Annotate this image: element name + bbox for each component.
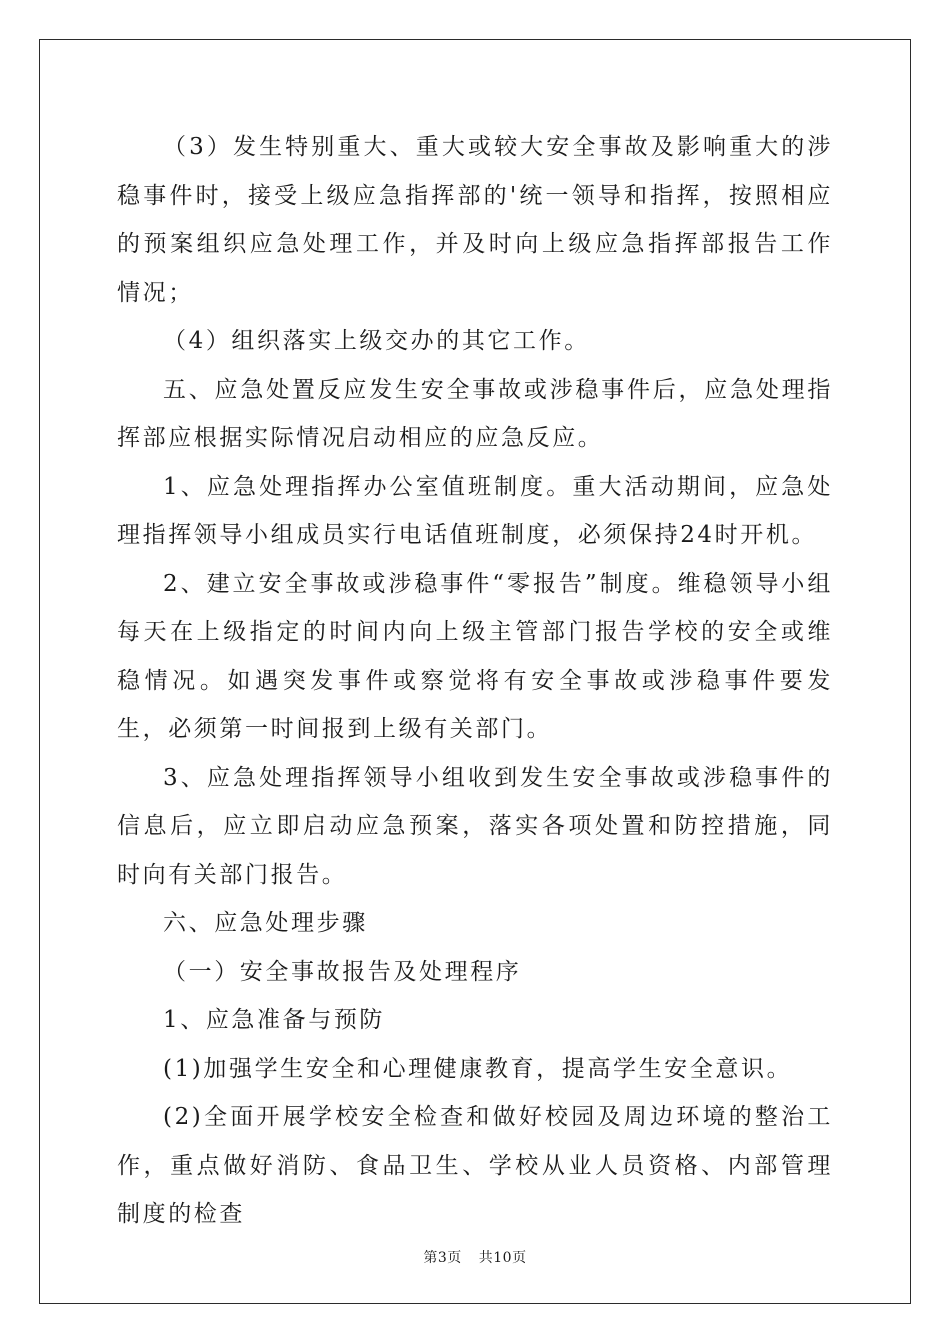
page-number: 第3页 bbox=[423, 1250, 462, 1266]
page-total: 共10页 bbox=[478, 1250, 527, 1266]
subsection-heading: （一）安全事故报告及处理程序 bbox=[163, 958, 522, 985]
page-footer bbox=[0, 1247, 950, 1267]
list-heading: 1、应急准备与预防 bbox=[163, 1007, 386, 1033]
paragraph: 3、应急处理指挥领导小组收到发生安全事故或涉稳事件的信息后，应立即启动应急预案，落实各项处置和防控措施，同时向有关部门报告。 bbox=[117, 764, 833, 888]
paragraph: 五、应急处置反应发生安全事故或涉稳事件后，应急处理指挥部应根据实际情况启动相应的应急反应。 bbox=[117, 376, 833, 451]
paragraph: （4）组织落实上级交办的其它工作。 bbox=[163, 328, 590, 354]
paragraph: 2、建立安全事故或涉稳事件“零报告”制度。维稳领导小组每天在上级指定的时间内向上级主管部门报告学校的安全或维稳情况。如遇突发事件或察觉将有安全事故或涉稳事件要发生，必须第一时间报到上级有关部门。 bbox=[117, 570, 833, 742]
list-item: (2)全面开展学校安全检查和做好校园及周边环境的整治工作，重点做好消防、食品卫生、学校从业人员资格、内部管理制度的检查 bbox=[117, 1104, 833, 1227]
paragraph: 1、应急处理指挥办公室值班制度。重大活动期间，应急处理指挥领导小组成员实行电话值班制度，必须保持24时开机。 bbox=[117, 473, 833, 548]
list-item: (1)加强学生安全和心理健康教育，提高学生安全意识。 bbox=[163, 1055, 793, 1082]
document-body bbox=[117, 123, 833, 1239]
section-heading: 六、应急处理步骤 bbox=[163, 910, 368, 936]
paragraph: （3）发生特别重大、重大或较大安全事故及影响重大的涉稳事件时，接受上级应急指挥部的'统一领导和指挥，按照相应的预案组织应急处理工作，并及时向上级应急指挥部报告工作情况； bbox=[117, 134, 833, 306]
